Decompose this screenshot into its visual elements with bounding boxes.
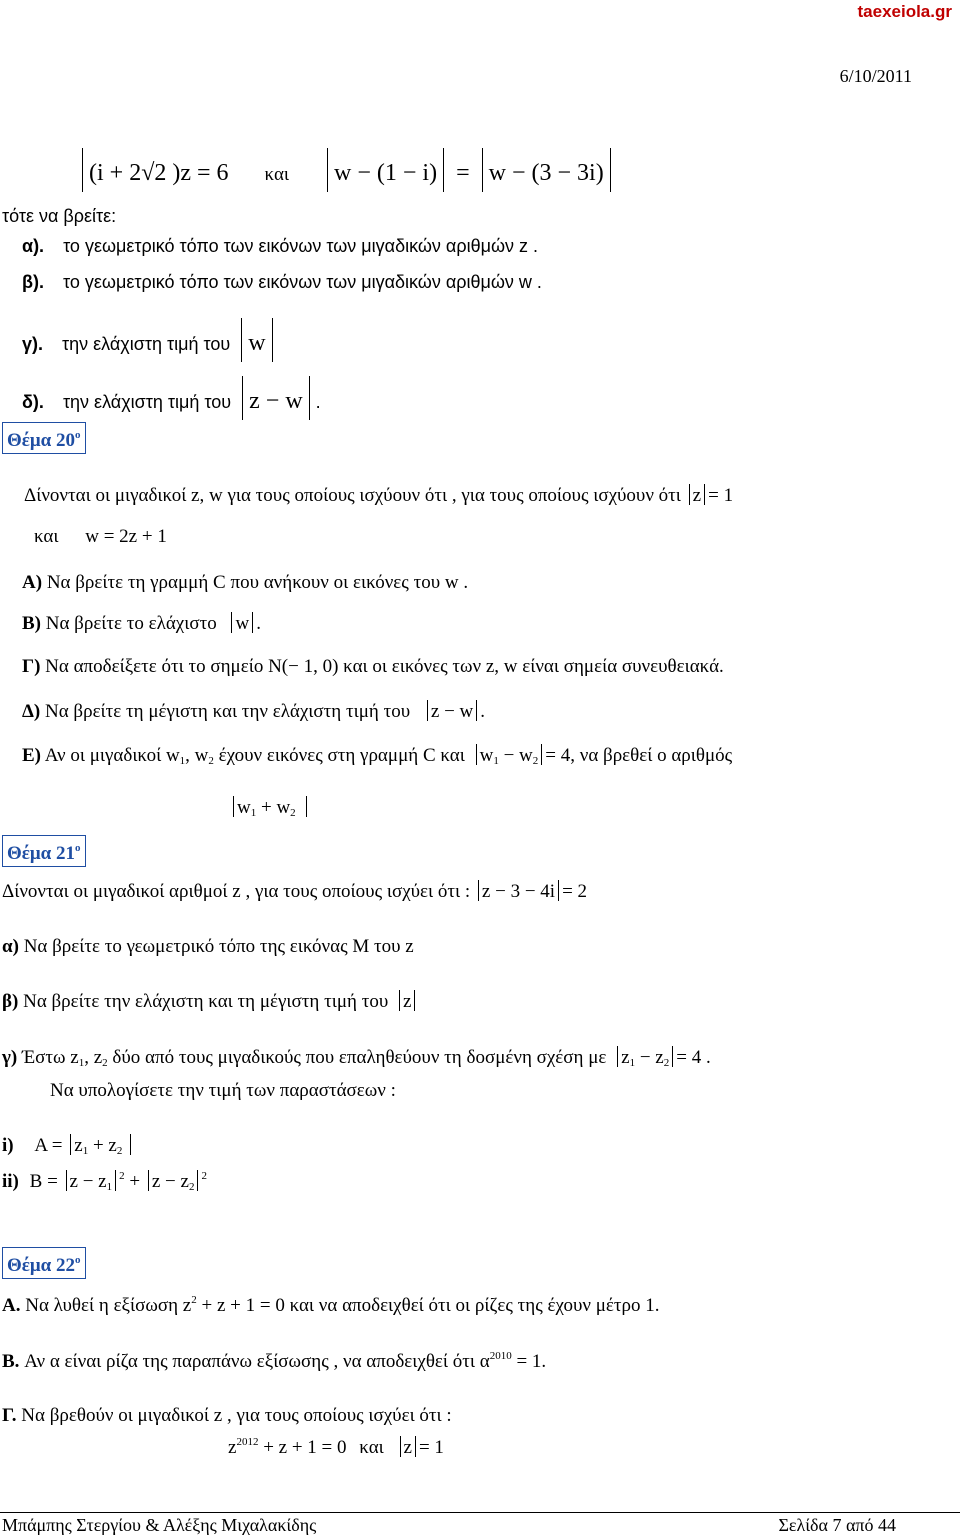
site-name: taexeiola.gr <box>857 2 952 21</box>
abs-bar <box>610 148 611 192</box>
item-expr: z − w <box>249 388 303 414</box>
t22-item-G <box>2 1405 452 1427</box>
t21-item-b <box>2 990 418 1013</box>
t20-item-B <box>22 612 261 635</box>
item-text: , z <box>84 1047 103 1069</box>
subscript: 2 <box>663 1057 670 1070</box>
subscript: 1 <box>82 1145 89 1158</box>
subscript: 2 <box>188 1181 195 1194</box>
abs-bar <box>478 880 479 901</box>
item-text: + z + 1 = 0 και να αποδειχθεί ότι οι ρίζες της έχουν μέτρο 1. <box>196 1295 660 1316</box>
abs-bar <box>476 744 477 765</box>
subscript: 2 <box>290 807 296 820</box>
item-label: i) <box>2 1135 14 1157</box>
item-end: . <box>315 392 321 412</box>
subscript: 2 <box>208 755 214 768</box>
t21-item-g <box>2 1046 711 1069</box>
abs-bar <box>306 796 307 817</box>
eq-left: (i + 2√2 )z = 6 <box>89 160 229 186</box>
superscript: 2 <box>119 1170 125 1183</box>
top-equation <box>76 148 617 192</box>
item-text: Έστω z <box>21 1047 79 1069</box>
item-expr: z − z <box>69 1171 107 1193</box>
t22-item-A <box>2 1294 660 1317</box>
abs-bar <box>327 148 328 192</box>
topic-21-title <box>2 835 86 867</box>
item-expr: = 4 <box>545 745 571 767</box>
abs-bar <box>476 700 477 721</box>
superscript: 2 <box>201 1170 207 1183</box>
abs-bar <box>689 484 690 505</box>
kai-word: και <box>34 526 59 547</box>
item-expr: = 4 . <box>676 1047 711 1069</box>
item-expr: z <box>228 1437 237 1459</box>
intro-text: Δίνονται οι μιγαδικοί αριθμοί z , για τους οποίους ισχύει ότι : <box>2 881 471 903</box>
topic-sup: ο <box>75 842 81 854</box>
item-expr: − z <box>635 1047 664 1069</box>
subscript: 1 <box>629 1057 636 1070</box>
item-text: Να βρείτε τη μέγιστη και την ελάχιστη τιμή του <box>45 701 411 723</box>
item-expr: z <box>403 1437 412 1459</box>
prev-item-d <box>22 376 321 420</box>
t20-item-E <box>22 744 732 767</box>
abs-bar <box>541 744 542 765</box>
item-label: β) <box>2 991 19 1013</box>
item-expr: + z <box>88 1135 117 1157</box>
topic-title: Θέμα 20 <box>7 430 76 451</box>
item-text: Να αποδείξετε ότι το σημείο N(− 1, 0) και οι εικόνες των z, w είναι σημεία συνευθειακά. <box>45 656 724 677</box>
abs-bar <box>400 1436 401 1457</box>
topic-20-title <box>2 422 86 454</box>
prev-item-g <box>22 318 279 362</box>
item-expr: w <box>248 330 266 356</box>
item-expr: z <box>402 991 412 1013</box>
item-text: Αν οι μιγαδικοί w <box>44 745 180 767</box>
t20-intro <box>24 484 733 507</box>
subscript: 1 <box>106 1181 113 1194</box>
item-text: A = <box>34 1135 63 1157</box>
item-expr: z <box>74 1135 83 1157</box>
header-date: 6/10/2011 <box>839 66 912 86</box>
topic-title: Θέμα 22 <box>7 1255 76 1276</box>
abs-bar <box>130 1134 131 1155</box>
abs-bar <box>427 700 428 721</box>
topic-sup: ο <box>75 1254 81 1266</box>
item-end: . <box>256 613 261 635</box>
cond-expr: z <box>692 485 702 507</box>
item-text: την ελάχιστη τιμή του <box>62 334 231 354</box>
footer-page: Σελίδα 7 από 44 <box>778 1515 896 1535</box>
t20-item-A <box>22 572 468 594</box>
abs-bar <box>617 1046 618 1067</box>
item-label: Γ) <box>22 656 41 677</box>
item-text: = 1. <box>511 1351 547 1372</box>
item-text: B = <box>29 1171 58 1193</box>
item-label: ii) <box>2 1171 19 1193</box>
item-label: α) <box>2 936 19 957</box>
abs-bar <box>252 612 253 633</box>
item-expr: z <box>621 1047 630 1069</box>
item-label: Γ. <box>2 1405 17 1426</box>
subscript: 2 <box>532 755 539 768</box>
t22-item-B <box>2 1350 546 1373</box>
item-expr: w <box>479 745 494 767</box>
subscript: 1 <box>493 755 499 768</box>
abs-bar <box>272 318 273 362</box>
item-label: B. <box>2 1351 20 1372</box>
footer-divider <box>0 1512 960 1513</box>
item-expr: + z + 1 = 0 <box>258 1437 347 1459</box>
subscript: 1 <box>250 807 257 820</box>
item-text: έχουν εικόνες στη γραμμή C και <box>218 745 465 767</box>
superscript: 2 <box>191 1294 197 1306</box>
item-label: β). <box>22 272 44 292</box>
kai-word: και <box>359 1437 384 1459</box>
item-expr: w <box>237 797 251 819</box>
item-text: Να βρεθούν οι μιγαδικοί z , για τους οποίους ισχύει ότι : <box>21 1405 452 1426</box>
intro-expr: z − 3 − 4i <box>481 881 556 903</box>
t20-item-D <box>22 700 485 723</box>
item-text: Να βρείτε το ελάχιστο <box>45 613 217 635</box>
abs-bar <box>672 1046 673 1067</box>
item-label: δ). <box>22 392 44 412</box>
t21-intro <box>2 880 587 903</box>
item-text: Να βρείτε τη γραμμή C που ανήκουν οι εικόνες του w . <box>46 572 469 593</box>
eq-mid: w − (1 − i) <box>334 160 438 186</box>
abs-bar <box>241 318 242 362</box>
cond-expr: w = 2z + 1 <box>85 526 167 547</box>
abs-bar <box>414 990 415 1011</box>
item-label: Ε) <box>22 745 41 767</box>
item-text: το γεωμετρικό τόπο των εικόνων των μιγαδικών αριθμών w . <box>63 272 542 292</box>
intro-end: = 2 <box>562 881 588 903</box>
abs-bar <box>482 148 483 192</box>
item-text: , w <box>185 745 209 767</box>
subscript: 1 <box>179 755 186 768</box>
superscript: 2010 <box>489 1350 512 1362</box>
superscript: 2012 <box>236 1436 259 1449</box>
item-end: = 1 <box>418 1437 444 1459</box>
item-label: α). <box>22 236 45 256</box>
item-text: Να βρείτε το γεωμετρικό τόπο της εικόνας M του z <box>23 936 414 957</box>
item-text: το γεωμετρικό τόπο των εικόνων των μιγαδικών αριθμών z . <box>63 236 539 256</box>
item-label: Β) <box>22 613 41 635</box>
footer-authors: Μπάμπης Στεργίου & Αλέξης Μιχαλακίδης <box>2 1515 317 1535</box>
cond-end: = 1 <box>708 485 734 507</box>
t20-E-final <box>230 796 310 819</box>
item-text: , να βρεθεί ο αριθμός <box>570 745 733 767</box>
item-text: Να βρείτε την ελάχιστη και τη μέγιστη τιμή του <box>23 991 389 1013</box>
abs-bar <box>309 376 310 420</box>
item-label: γ). <box>22 334 44 354</box>
t22-G-equation <box>228 1436 444 1459</box>
subscript: 1 <box>78 1057 85 1070</box>
abs-bar <box>82 148 83 192</box>
item-text: Να λυθεί η εξίσωση z <box>25 1295 192 1316</box>
topic-22-title <box>2 1247 86 1279</box>
eq-right: w − (3 − 3i) <box>488 160 604 186</box>
t20-item-G <box>22 656 724 678</box>
prev-item-b <box>22 272 542 293</box>
eq-kai: και <box>264 164 290 185</box>
t21-item-ii <box>2 1170 207 1193</box>
abs-bar <box>558 880 559 901</box>
item-label: A. <box>2 1295 21 1316</box>
item-label: Δ) <box>22 701 41 723</box>
item-text: δύο από τους μιγαδικούς που επαληθεύουν τη δοσμένη σχέση με <box>112 1047 607 1069</box>
abs-bar <box>415 1436 416 1457</box>
item-expr: z − w <box>430 701 474 723</box>
abs-bar <box>231 612 232 633</box>
abs-bar <box>704 484 705 505</box>
item-expr: w <box>235 613 250 635</box>
abs-bar <box>233 796 234 817</box>
abs-bar <box>399 990 400 1011</box>
item-label: Α) <box>22 572 43 593</box>
prev-intro: τότε να βρείτε: <box>2 206 117 226</box>
abs-bar <box>148 1170 149 1191</box>
t21-item-a <box>2 936 414 958</box>
item-text: την ελάχιστη τιμή του <box>62 392 232 412</box>
t21-item-i <box>2 1134 134 1157</box>
abs-bar <box>66 1170 67 1191</box>
subscript: 2 <box>116 1145 123 1158</box>
abs-bar <box>443 148 444 192</box>
item-label: γ) <box>2 1047 18 1069</box>
t21-g-line2: Να υπολογίσετε την τιμή των παραστάσεων : <box>50 1080 396 1101</box>
item-expr: z − z <box>151 1171 189 1193</box>
eq-equals: = <box>456 160 470 186</box>
abs-bar <box>70 1134 71 1155</box>
prev-item-a <box>22 236 538 257</box>
abs-bar <box>242 376 243 420</box>
item-expr: − w <box>498 745 533 767</box>
intro-text: Δίνονται οι μιγαδικοί z, w για τους οποίους ισχύουν ότι , για τους οποίους ισχύουν ότι <box>24 485 681 507</box>
abs-bar <box>197 1170 198 1191</box>
t20-cond2 <box>34 526 167 548</box>
item-expr: + w <box>256 797 291 819</box>
abs-bar <box>115 1170 116 1191</box>
plus-sign: + <box>129 1171 141 1193</box>
item-text: Αν α είναι ρίζα της παραπάνω εξίσωσης , να αποδειχθεί ότι α <box>24 1351 490 1372</box>
topic-sup: ο <box>75 429 81 441</box>
subscript: 2 <box>102 1057 108 1070</box>
topic-title: Θέμα 21 <box>7 843 76 864</box>
item-end: . <box>480 701 486 723</box>
